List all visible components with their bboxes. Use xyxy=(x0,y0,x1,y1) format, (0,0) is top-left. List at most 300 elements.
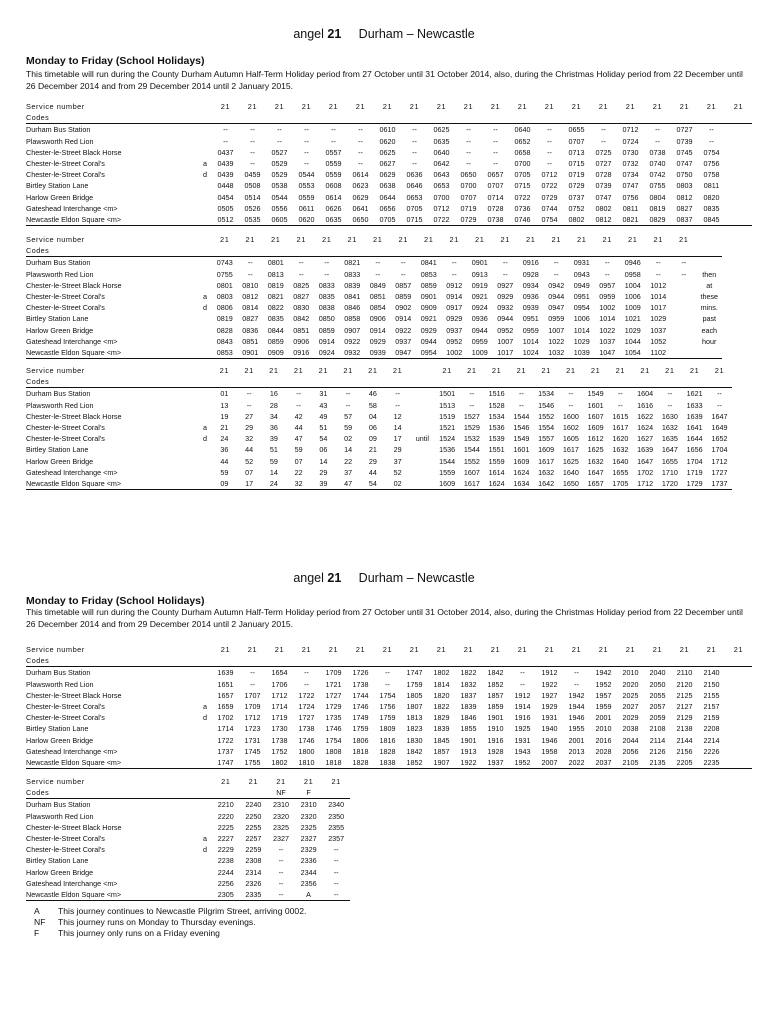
departure-time: 0747 xyxy=(595,192,612,202)
departure-time: 2314 xyxy=(245,867,262,877)
departure-time: 2055 xyxy=(649,690,666,700)
departure-time: 0722 xyxy=(541,181,558,191)
code-cell xyxy=(212,376,237,388)
departure-time: 1723 xyxy=(244,724,261,734)
departure-time: 0459 xyxy=(244,170,261,180)
arrive-depart-marker: a xyxy=(203,292,207,302)
service-number-cell: 21 xyxy=(247,645,258,654)
service-number-cell: 21 xyxy=(733,645,744,654)
service-number-cell: 21 xyxy=(590,366,601,375)
departure-time: 1632 xyxy=(538,467,555,477)
departure-time: 0629 xyxy=(379,170,396,180)
arrive-depart-marker xyxy=(198,690,212,701)
departure-time: 0922 xyxy=(395,325,412,335)
service-number-cell: 21 xyxy=(625,645,636,654)
departure-time xyxy=(410,400,435,411)
codes-label: Codes xyxy=(26,245,198,257)
departure-time xyxy=(725,147,752,158)
departure-time: 0755 xyxy=(216,269,233,279)
departure-time: 0712 xyxy=(622,125,639,135)
departure-time: 0804 xyxy=(649,192,666,202)
departure-time: 07 xyxy=(294,456,303,466)
departure-time: 1719 xyxy=(271,713,288,723)
departure-time: 36 xyxy=(220,445,229,455)
departure-time: 0944 xyxy=(471,325,488,335)
departure-time: 0943 xyxy=(573,269,590,279)
arrive-depart-marker xyxy=(198,855,212,866)
departure-time: 1912 xyxy=(541,668,558,678)
departure-time: 1925 xyxy=(514,724,531,734)
stop-name: Plawsworth Red Lion xyxy=(26,679,94,689)
departure-time xyxy=(410,422,435,433)
code-cell xyxy=(237,376,262,388)
code-cell xyxy=(518,245,544,257)
service-number-cell: 21 xyxy=(551,235,561,244)
departure-time: -- xyxy=(358,136,363,146)
departure-time: 1528 xyxy=(488,400,505,410)
departure-time: 0858 xyxy=(344,314,361,324)
timetable-row xyxy=(26,147,752,158)
departure-time: -- xyxy=(655,136,660,146)
departure-time: 37 xyxy=(344,467,353,477)
arrive-depart-marker: d xyxy=(203,845,207,855)
departure-time: 1842 xyxy=(487,668,504,678)
departure-time: 0646 xyxy=(406,181,423,191)
departure-time: 0803 xyxy=(216,292,233,302)
departure-time: 1828 xyxy=(379,746,396,756)
departure-time: 0653 xyxy=(406,192,423,202)
service-number-cell: 21 xyxy=(467,366,477,375)
departure-time xyxy=(671,291,697,302)
departure-time: 1744 xyxy=(352,690,369,700)
code-cell xyxy=(482,655,509,667)
departure-time: 1651 xyxy=(217,679,234,689)
departure-time: 43 xyxy=(319,400,328,410)
departure-time: 0859 xyxy=(395,292,412,302)
code-cell xyxy=(401,112,428,124)
code-cell xyxy=(336,376,361,388)
departure-time: -- xyxy=(250,136,255,146)
departure-time: -- xyxy=(298,269,304,279)
departure-time: 1022 xyxy=(548,336,565,346)
departure-time: 1738 xyxy=(298,724,315,734)
departure-time: 0829 xyxy=(644,214,671,226)
departure-time: 1627 xyxy=(637,434,654,444)
departure-time: 2340 xyxy=(328,800,345,810)
stop-name: Birtley Station Lane xyxy=(26,445,89,455)
timetable-heading: Monday to Friday (School Holidays) xyxy=(26,55,205,67)
spacer-cell xyxy=(198,245,212,257)
departure-time: 1912 xyxy=(514,690,531,700)
departure-time: 1722 xyxy=(217,735,234,745)
timetable-row xyxy=(26,433,732,444)
departure-time: 1501 xyxy=(439,389,456,399)
departure-time: 2144 xyxy=(676,735,693,745)
departure-time: 1914 xyxy=(514,702,531,712)
departure-time: 2138 xyxy=(676,724,693,734)
departure-time: 2135 xyxy=(644,757,671,769)
service-number-label: Service number xyxy=(26,102,85,111)
departure-time: 36 xyxy=(269,423,278,433)
service-number-title: 21 xyxy=(327,571,342,585)
stop-name: Chester-le-Street Coral's xyxy=(26,434,105,444)
departure-time: 1822 xyxy=(460,668,477,678)
departure-time: 13 xyxy=(220,400,229,410)
departure-time: 0901 xyxy=(420,292,437,302)
departure-time: 1657 xyxy=(583,478,608,490)
arrive-depart-marker xyxy=(198,878,212,889)
departure-time: 44 xyxy=(368,467,377,477)
stop-name: Durham Bus Station xyxy=(26,389,91,399)
departure-time: 0827 xyxy=(293,292,310,302)
departure-time: 1617 xyxy=(612,423,629,433)
code-cell xyxy=(590,655,617,667)
departure-time: -- xyxy=(601,136,606,146)
departure-time: 0739 xyxy=(595,181,612,191)
service-number-cell: 21 xyxy=(602,235,612,244)
departure-time: -- xyxy=(667,400,673,410)
departure-time: 1029 xyxy=(650,314,667,324)
departure-time: 0922 xyxy=(344,336,361,346)
stop-name: Chester-le-Street Coral's xyxy=(26,159,105,169)
departure-time: 1647 xyxy=(711,411,728,421)
stop-name: Chester-le-Street Coral's xyxy=(26,170,105,180)
departure-time: -- xyxy=(333,867,339,877)
departure-time xyxy=(725,679,752,690)
arrive-depart-marker xyxy=(198,388,212,400)
departure-time: 0909 xyxy=(420,303,437,313)
service-number-cell: 21 xyxy=(220,645,231,654)
route-name: Durham – Newcastle xyxy=(358,571,475,585)
departure-time: 0736 xyxy=(514,203,531,213)
departure-time: 2250 xyxy=(245,811,262,821)
departure-time: 2125 xyxy=(676,690,693,700)
departure-time: 1044 xyxy=(624,336,641,346)
code-cell xyxy=(322,787,350,799)
footnote-text: This journey only runs on a Friday evening xyxy=(58,928,220,939)
departure-time: 0656 xyxy=(379,203,396,213)
code-cell xyxy=(534,376,559,388)
departure-time: 34 xyxy=(269,411,278,421)
code-cell xyxy=(391,245,417,257)
timetable-row xyxy=(26,203,752,214)
departure-time: 1839 xyxy=(433,724,450,734)
departure-time: 0919 xyxy=(471,280,488,290)
departure-time: 0758 xyxy=(703,170,720,180)
stop-name: Durham Bus Station xyxy=(26,800,91,810)
departure-time: 1959 xyxy=(595,702,612,712)
departure-time: 0734 xyxy=(622,170,639,180)
service-number-cell: 21 xyxy=(577,235,587,244)
timetable-row xyxy=(26,325,722,336)
stop-name: Gateshead Interchange <m> xyxy=(26,467,118,477)
departure-time: 1604 xyxy=(637,389,654,399)
arrive-depart-marker xyxy=(198,180,212,191)
departure-time: 2022 xyxy=(563,757,590,769)
departure-time: 1032 xyxy=(544,347,570,359)
departure-time: then xyxy=(702,269,717,279)
departure-time: 0835 xyxy=(318,292,335,302)
departure-time: 1552 xyxy=(538,411,555,421)
departure-time: 1004 xyxy=(624,280,641,290)
departure-time: 1021 xyxy=(624,314,641,324)
timetable-row xyxy=(26,269,722,280)
departure-time: 0914 xyxy=(395,314,412,324)
departure-time: 31 xyxy=(319,389,328,399)
departure-time: 0729 xyxy=(568,181,585,191)
service-number-cell: 21 xyxy=(640,366,650,375)
departure-time: 2244 xyxy=(217,867,234,877)
departure-time: 1536 xyxy=(488,423,505,433)
service-number-cell: 21 xyxy=(409,102,420,111)
departure-time: -- xyxy=(717,400,722,410)
departure-time: -- xyxy=(250,125,255,135)
departure-time: -- xyxy=(250,147,255,157)
departure-time: 1549 xyxy=(587,389,604,399)
codes-label: Codes xyxy=(26,112,198,124)
departure-time: -- xyxy=(451,269,457,279)
departure-time: 0638 xyxy=(379,181,396,191)
departure-time: 0526 xyxy=(244,203,261,213)
timetable-row xyxy=(26,701,752,712)
service-number-cell: 21 xyxy=(652,102,663,111)
service-number-row xyxy=(26,644,752,655)
departure-time: 0835 xyxy=(267,314,284,324)
departure-time: 1639 xyxy=(217,668,234,678)
service-number-cell: 21 xyxy=(221,777,231,786)
departure-time: 2205 xyxy=(671,757,698,769)
departure-time: 24 xyxy=(262,478,287,490)
stop-name: Birtley Station Lane xyxy=(26,181,89,191)
departure-time: 2208 xyxy=(703,724,720,734)
timetable-row xyxy=(26,158,752,169)
code-cell xyxy=(416,245,442,257)
departure-time: 0803 xyxy=(676,181,693,191)
code-cell xyxy=(707,376,732,388)
departure-time: 2325 xyxy=(300,822,317,832)
stop-name: Harlow Green Bridge xyxy=(26,325,94,335)
footnote-code: F xyxy=(34,928,40,939)
departure-time: -- xyxy=(568,389,574,399)
timetable-row xyxy=(26,735,752,746)
departure-time: 0729 xyxy=(455,214,482,226)
departure-time: 0747 xyxy=(676,159,693,169)
timetable-row xyxy=(26,124,752,136)
departure-time: 1746 xyxy=(352,702,369,712)
departure-time: 1737 xyxy=(707,478,732,490)
departure-time: 1534 xyxy=(538,389,555,399)
departure-time: 0747 xyxy=(622,181,639,191)
departure-time: 0744 xyxy=(541,203,558,213)
departure-time: 0722 xyxy=(514,192,531,202)
departure-time: 0806 xyxy=(216,303,233,313)
departure-time: 1952 xyxy=(595,679,612,689)
departure-time xyxy=(725,735,752,746)
service-number-cell: 21 xyxy=(689,366,700,375)
code-cell xyxy=(239,112,266,124)
timetable-row xyxy=(26,746,752,757)
departure-time: 1102 xyxy=(646,347,672,359)
departure-time: 1802 xyxy=(433,668,450,678)
departure-time: 2038 xyxy=(622,724,639,734)
timetable-row xyxy=(26,878,350,889)
service-number-cell: 21 xyxy=(665,366,675,375)
departure-time: 2059 xyxy=(649,713,666,723)
departure-time: 1544 xyxy=(439,456,456,466)
stop-name: Harlow Green Bridge xyxy=(26,735,94,745)
timetable-row xyxy=(26,291,722,302)
timetable-row xyxy=(26,214,752,226)
departure-time: 02 xyxy=(385,478,410,490)
service-number-cell: 21 xyxy=(544,645,555,654)
departure-time: 2057 xyxy=(649,702,666,712)
stop-name: Plawsworth Red Lion xyxy=(26,400,94,410)
departure-time: 0928 xyxy=(522,269,539,279)
departure-time: 0610 xyxy=(379,125,396,135)
departure-time: 44 xyxy=(245,445,254,455)
timetable-block xyxy=(26,644,752,769)
departure-time: 1721 xyxy=(325,679,342,689)
footnote-code: A xyxy=(34,906,40,916)
departure-time: 07 xyxy=(245,467,254,477)
code-cell xyxy=(374,112,401,124)
departure-time: -- xyxy=(604,258,610,268)
service-number-cell: 21 xyxy=(566,366,576,375)
departure-time: 0927 xyxy=(497,280,514,290)
timetable-row xyxy=(26,799,350,811)
departure-time: 0505 xyxy=(217,203,234,213)
departure-time: 1014 xyxy=(522,336,539,346)
code-cell xyxy=(266,655,293,667)
service-number-cell: 21 xyxy=(653,235,663,244)
departure-time: 2020 xyxy=(622,679,639,689)
departure-time: 0839 xyxy=(344,280,361,290)
departure-time: 0732 xyxy=(622,159,639,169)
departure-time: -- xyxy=(547,125,552,135)
departure-time: 1845 xyxy=(433,735,450,745)
departure-time xyxy=(410,456,435,467)
service-number-cell: 21 xyxy=(449,235,459,244)
code-cell xyxy=(583,376,608,388)
departure-time: 1644 xyxy=(686,434,703,444)
spacer-cell xyxy=(198,101,212,112)
departure-time: 0559 xyxy=(325,170,342,180)
arrive-depart-marker xyxy=(198,214,212,226)
departure-time: -- xyxy=(400,258,406,268)
departure-time: 14 xyxy=(269,467,278,477)
code-cell xyxy=(293,112,320,124)
departure-time: 1642 xyxy=(534,478,559,490)
departure-time: 1012 xyxy=(650,280,667,290)
departure-time: 0844 xyxy=(267,325,284,335)
departure-time: 1910 xyxy=(487,724,504,734)
departure-time: 2356 xyxy=(300,878,317,888)
departure-time: 0914 xyxy=(318,336,335,346)
arrive-depart-marker xyxy=(198,735,212,746)
departure-time: 0901 xyxy=(471,258,488,268)
timetable-row xyxy=(26,456,732,467)
departure-time xyxy=(725,667,752,679)
departure-time: 1707 xyxy=(244,690,261,700)
departure-time: 1913 xyxy=(460,746,477,756)
codes-row xyxy=(26,787,350,799)
code-cell xyxy=(435,376,460,388)
code-cell xyxy=(509,376,534,388)
departure-time: 0921 xyxy=(471,292,488,302)
spacer-cell xyxy=(198,655,212,667)
stop-name: Chester-le-Street Coral's xyxy=(26,713,105,723)
departure-time: 2027 xyxy=(622,702,639,712)
departure-time: 1852 xyxy=(487,679,504,689)
departure-time: 2305 xyxy=(212,889,240,901)
arrive-depart-marker xyxy=(198,411,212,422)
spacer-cell xyxy=(198,234,212,245)
departure-time: 0705 xyxy=(514,170,531,180)
departure-time: 0859 xyxy=(318,325,335,335)
departure-time: 2010 xyxy=(622,668,639,678)
service-number-cell: 21 xyxy=(679,102,690,111)
arrive-depart-marker xyxy=(198,811,212,822)
departure-time: 2227 xyxy=(217,834,234,844)
codes-label: Codes xyxy=(26,655,198,667)
code-cell xyxy=(428,112,455,124)
departure-time: 0917 xyxy=(446,303,463,313)
codes-row xyxy=(26,376,732,388)
timetable-row xyxy=(26,667,752,679)
departure-time: 1029 xyxy=(573,336,590,346)
departure-time: -- xyxy=(717,389,722,399)
departure-time: -- xyxy=(493,147,498,157)
departure-time: -- xyxy=(277,136,282,146)
departure-time: 0725 xyxy=(595,147,612,157)
departure-time: 0529 xyxy=(271,170,288,180)
departure-time: 2156 xyxy=(676,746,693,756)
timetable-row xyxy=(26,679,752,690)
code-cell xyxy=(536,655,563,667)
departure-time: -- xyxy=(304,159,309,169)
timetable-row xyxy=(26,388,732,400)
departure-time: 1624 xyxy=(637,423,654,433)
service-number-cell: 21 xyxy=(679,645,690,654)
departure-time: -- xyxy=(385,668,390,678)
service-number-row xyxy=(26,365,732,376)
service-number-cell: 21 xyxy=(244,366,254,375)
service-number-cell: 21 xyxy=(615,366,626,375)
departure-time: 0810 xyxy=(242,280,259,290)
departure-time: 1009 xyxy=(467,347,493,359)
departure-time: -- xyxy=(574,668,579,678)
code-cell xyxy=(286,376,311,388)
departure-time: 0909 xyxy=(263,347,289,359)
departure-time: 1516 xyxy=(488,389,505,399)
departure-time: 27 xyxy=(245,411,254,421)
departure-time: 1002 xyxy=(599,303,616,313)
departure-time: 0819 xyxy=(649,203,666,213)
departure-time: 0715 xyxy=(568,159,585,169)
stop-name: Chester-le-Street Coral's xyxy=(26,292,105,302)
departure-time: 0727 xyxy=(676,125,693,135)
code-cell xyxy=(646,245,672,257)
departure-time: 1729 xyxy=(682,478,707,490)
departure-time: 0951 xyxy=(573,292,590,302)
departure-time: 1544 xyxy=(463,445,480,455)
page-title xyxy=(0,571,768,585)
timetable-row xyxy=(26,257,722,269)
departure-time: 24 xyxy=(220,434,229,444)
departure-time xyxy=(725,158,752,169)
spacer-cell xyxy=(198,365,212,376)
departure-time: -- xyxy=(520,679,525,689)
